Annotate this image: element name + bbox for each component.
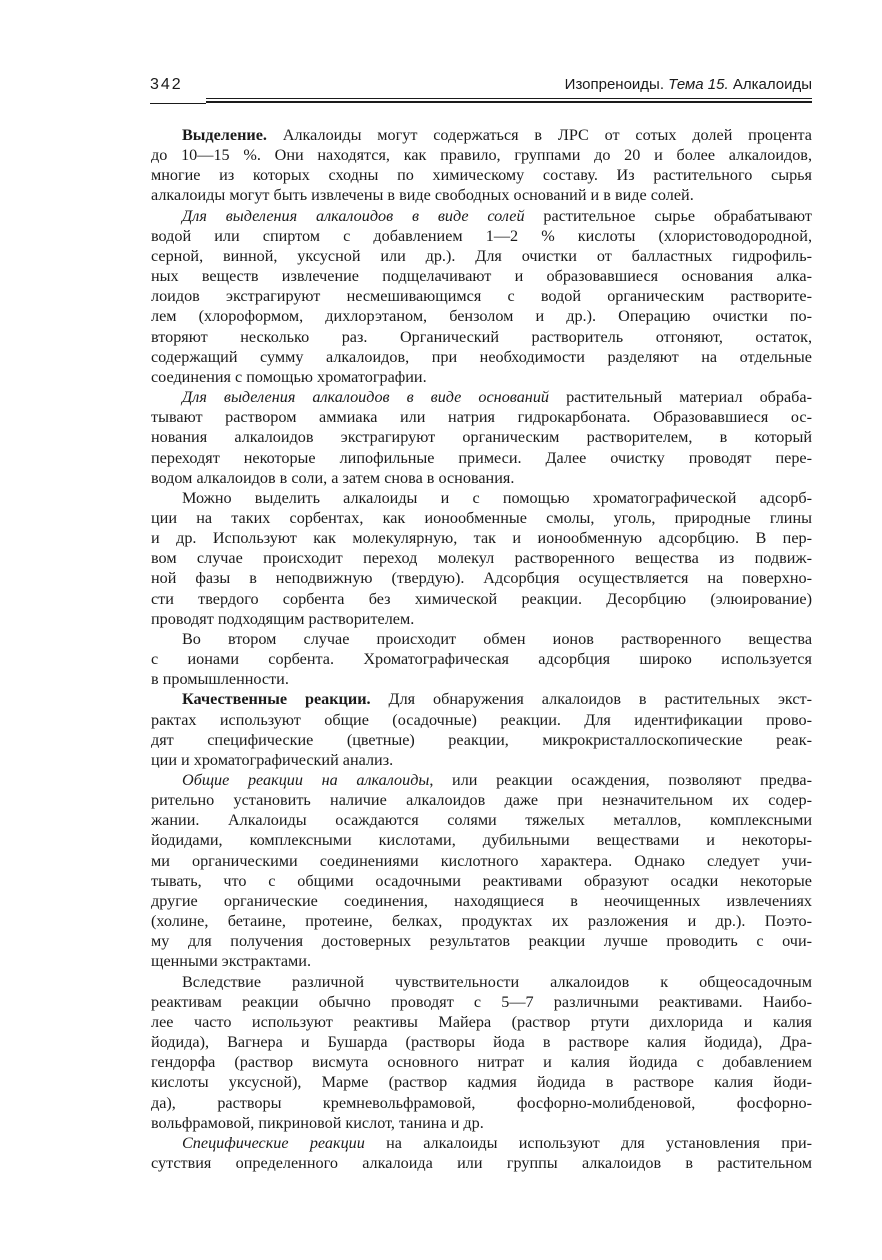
line-text: до 10—15 %. Они находятся, как правило, группами до 20 и более алкалоидов, bbox=[151, 146, 812, 165]
italic-lead: Специфические реакции bbox=[182, 1133, 365, 1152]
line-text: соединения с помощью хроматографии. bbox=[151, 367, 427, 386]
italic-lead: Для выделения алкалоидов в виде солей bbox=[182, 206, 525, 225]
text-line bbox=[151, 448, 812, 468]
run-in-heading: Выделение. bbox=[182, 126, 267, 144]
header-rule-thin bbox=[206, 98, 812, 99]
line-text: тывать, что с общими осадочными реактивами образуют осадки некоторые bbox=[151, 871, 812, 890]
line-text: в промышленности. bbox=[151, 670, 289, 689]
line-text: гендорфа (раствор висмута основного нитрат и калия йодида с добавлением bbox=[151, 1053, 812, 1072]
line-text: кислоты уксусной), Марме (раствор кадмия йодида в растворе калия йоди- bbox=[151, 1073, 812, 1092]
text-line bbox=[151, 266, 812, 286]
text-line bbox=[151, 810, 812, 830]
line-text: другие органические соединения, находящиеся в неочищенных извлечениях bbox=[151, 891, 812, 910]
text-line bbox=[151, 185, 812, 205]
header-rule-thick bbox=[206, 101, 812, 103]
text-line bbox=[151, 669, 812, 689]
line-text: вом случае происходит переход молекул растворенного вещества из подвиж- bbox=[151, 549, 812, 568]
line-text: ных веществ извлечение подщелачивают и образовавшиеся основания алка- bbox=[151, 267, 812, 286]
text-line bbox=[151, 931, 812, 951]
line-text: водом алкалоидов в соли, а затем снова в основания. bbox=[151, 468, 515, 487]
line-text: йодидами, комплексными кислотами, дубильными веществами и некоторы- bbox=[151, 831, 812, 850]
line-text: ной фазы в неподвижную (твердую). Адсорбция осуществляется на поверхно- bbox=[151, 569, 812, 588]
text-line bbox=[151, 851, 812, 871]
text-line bbox=[151, 226, 812, 246]
line-text: с ионами сорбента. Хроматографическая адсорбция широко используется bbox=[151, 650, 812, 669]
text-line bbox=[151, 790, 812, 810]
body-text bbox=[151, 125, 812, 1173]
text-line bbox=[151, 125, 812, 145]
text-line bbox=[151, 548, 812, 568]
text-line bbox=[151, 1012, 812, 1032]
paragraph bbox=[151, 1133, 812, 1173]
text-line bbox=[151, 367, 812, 387]
line-text: ми органическими соединениями кислотного характера. Однако следует учи- bbox=[151, 851, 812, 870]
text-line bbox=[151, 891, 812, 911]
line-text: Можно выделить алкалоиды и с помощью хроматографической адсорб- bbox=[182, 488, 812, 507]
text-line bbox=[151, 427, 812, 447]
paragraph bbox=[151, 206, 812, 387]
line-text: вольфрамовой, пикриновой кислот, танина и др. bbox=[151, 1113, 484, 1132]
paragraph bbox=[151, 488, 812, 629]
line-text: на алкалоиды используют для установления при- bbox=[364, 1133, 813, 1152]
paragraph bbox=[151, 972, 812, 1133]
line-text: вторяют несколько раз. Органический растворитель отгоняют, остаток, bbox=[151, 327, 812, 346]
line-text: лем (хлороформом, дихлорэтаном, бензолом и др.). Операцию очистки по- bbox=[151, 307, 812, 326]
line-text: Вследствие различной чувствительности алкалоидов к общеосадочным bbox=[182, 972, 812, 991]
run-in-heading: Качественные реакции. bbox=[182, 690, 371, 709]
text-line bbox=[151, 165, 812, 185]
text-line bbox=[151, 286, 812, 306]
line-text: реактивам реакции обычно проводят с 5—7 различными реактивами. Наибо- bbox=[151, 992, 812, 1011]
text-line bbox=[151, 145, 812, 165]
line-text: сутствия определенного алкалоида или группы алкалоидов в растительном bbox=[151, 1153, 812, 1172]
line-text: йодида), Вагнера и Бушарда (растворы йода в растворе калия йодида), Дра- bbox=[151, 1033, 812, 1052]
paragraph bbox=[151, 629, 812, 689]
text-line bbox=[151, 951, 812, 971]
line-text: (холине, бетаине, протеине, белках, продуктах их разложения и др.). Поэто- bbox=[151, 912, 812, 931]
line-text: жании. Алкалоиды осаждаются солями тяжелых металлов, комплексными bbox=[151, 811, 812, 830]
line-text: щенными экстрактами. bbox=[151, 952, 312, 971]
text-line bbox=[151, 972, 812, 992]
running-head-suffix: Алкалоиды bbox=[728, 76, 812, 93]
text-line bbox=[151, 407, 812, 427]
line-text: лее часто используют реактивы Майера (раствор ртути дихлорида и калия bbox=[151, 1012, 812, 1031]
text-line bbox=[151, 528, 812, 548]
line-text: многие из которых сходны по химическому составу. Из растительного сырья bbox=[151, 166, 812, 185]
text-line bbox=[151, 770, 812, 790]
page-header bbox=[150, 76, 812, 102]
line-text: и др. Используют как молекулярную, так и ионообменную адсорбцию. В пер- bbox=[151, 529, 812, 548]
text-line bbox=[151, 488, 812, 508]
text-line bbox=[151, 1072, 812, 1092]
text-line bbox=[151, 1093, 812, 1113]
text-line bbox=[151, 387, 812, 407]
line-text: нования алкалоидов экстрагируют органическим растворителем, в который bbox=[151, 428, 812, 447]
text-line bbox=[151, 730, 812, 750]
line-text: лоидов экстрагируют несмешивающимся с водой органическим растворите- bbox=[151, 287, 812, 306]
line-text: алкалоиды могут быть извлечены в виде свободных оснований и в виде солей. bbox=[151, 186, 694, 205]
text-line bbox=[151, 1113, 812, 1133]
text-line bbox=[151, 468, 812, 488]
line-text: да), растворы кремневольфрамовой, фосфорно-молибденовой, фосфорно- bbox=[151, 1093, 812, 1112]
text-line bbox=[151, 1052, 812, 1072]
line-text: рительно установить наличие алкалоидов даже при незначительном их содер- bbox=[151, 791, 812, 810]
text-line bbox=[151, 689, 812, 709]
text-line bbox=[151, 347, 812, 367]
line-text: Для обнаружения алкалоидов в растительных экст- bbox=[370, 690, 813, 709]
line-text: ции на таких сорбентах, как ионообменные смолы, уголь, природные глины bbox=[151, 508, 812, 527]
text-line bbox=[151, 206, 812, 226]
line-text: ции и хроматографический анализ. bbox=[151, 750, 394, 769]
text-line bbox=[151, 710, 812, 730]
line-text: содержащий сумму алкалоидов, при необходимости разделяют на отдельные bbox=[151, 347, 812, 366]
text-line bbox=[151, 1133, 812, 1153]
line-text: серной, винной, уксусной или др.). Для очистки от балластных гидрофиль- bbox=[151, 246, 812, 265]
line-text: переходят некоторые липофильные примеси. Далее очистку проводят пере- bbox=[151, 448, 812, 467]
text-line bbox=[151, 871, 812, 891]
italic-lead: Общие реакции на алкалоиды bbox=[182, 771, 430, 789]
text-line bbox=[151, 568, 812, 588]
line-text: Алкалоиды могут содержаться в ЛРС от сотых долей процента bbox=[266, 126, 812, 144]
line-text: тывают раствором аммиака или натрия гидрокарбоната. Образовавшиеся ос- bbox=[151, 408, 812, 427]
line-text: растительное сырье обрабатывают bbox=[524, 206, 812, 225]
page-number: 342 bbox=[150, 76, 183, 93]
text-line bbox=[151, 1032, 812, 1052]
running-head-topic: Тема 15. bbox=[668, 76, 729, 93]
italic-lead: Для выделения алкалоидов в виде оснований bbox=[182, 388, 550, 407]
line-text: , или реакции осаждения, позволяют предва- bbox=[429, 771, 812, 789]
text-line bbox=[151, 750, 812, 770]
line-text: сти твердого сорбента без химической реакции. Десорбцию (элюирование) bbox=[151, 589, 812, 608]
text-line bbox=[151, 649, 812, 669]
line-text: Во втором случае происходит обмен ионов растворенного вещества bbox=[182, 629, 812, 648]
paragraph bbox=[151, 387, 812, 488]
text-line bbox=[151, 508, 812, 528]
text-line bbox=[151, 306, 812, 326]
line-text: дят специфические (цветные) реакции, микрокристаллоскопические реак- bbox=[151, 730, 812, 749]
text-line bbox=[151, 609, 812, 629]
line-text: растительный материал обраба- bbox=[549, 388, 812, 407]
line-text: му для получения достоверных результатов реакции лучше проводить с очи- bbox=[151, 932, 812, 951]
running-head-prefix: Изопреноиды. bbox=[564, 76, 669, 93]
running-head bbox=[565, 76, 812, 93]
text-line bbox=[151, 992, 812, 1012]
text-line bbox=[151, 327, 812, 347]
line-text: водой или спиртом с добавлением 1—2 % кислоты (хлористоводородной, bbox=[151, 226, 812, 245]
header-rule-left bbox=[150, 103, 206, 104]
paragraph bbox=[151, 770, 812, 972]
text-line bbox=[151, 629, 812, 649]
text-line bbox=[151, 246, 812, 266]
line-text: рактах используют общие (осадочные) реакции. Для идентификации прово- bbox=[151, 710, 812, 729]
text-line bbox=[151, 911, 812, 931]
paragraph bbox=[151, 689, 812, 770]
paragraph bbox=[151, 125, 812, 206]
text-line bbox=[151, 589, 812, 609]
text-line bbox=[151, 1153, 812, 1173]
line-text: проводят подходящим растворителем. bbox=[151, 609, 415, 628]
text-line bbox=[151, 830, 812, 850]
